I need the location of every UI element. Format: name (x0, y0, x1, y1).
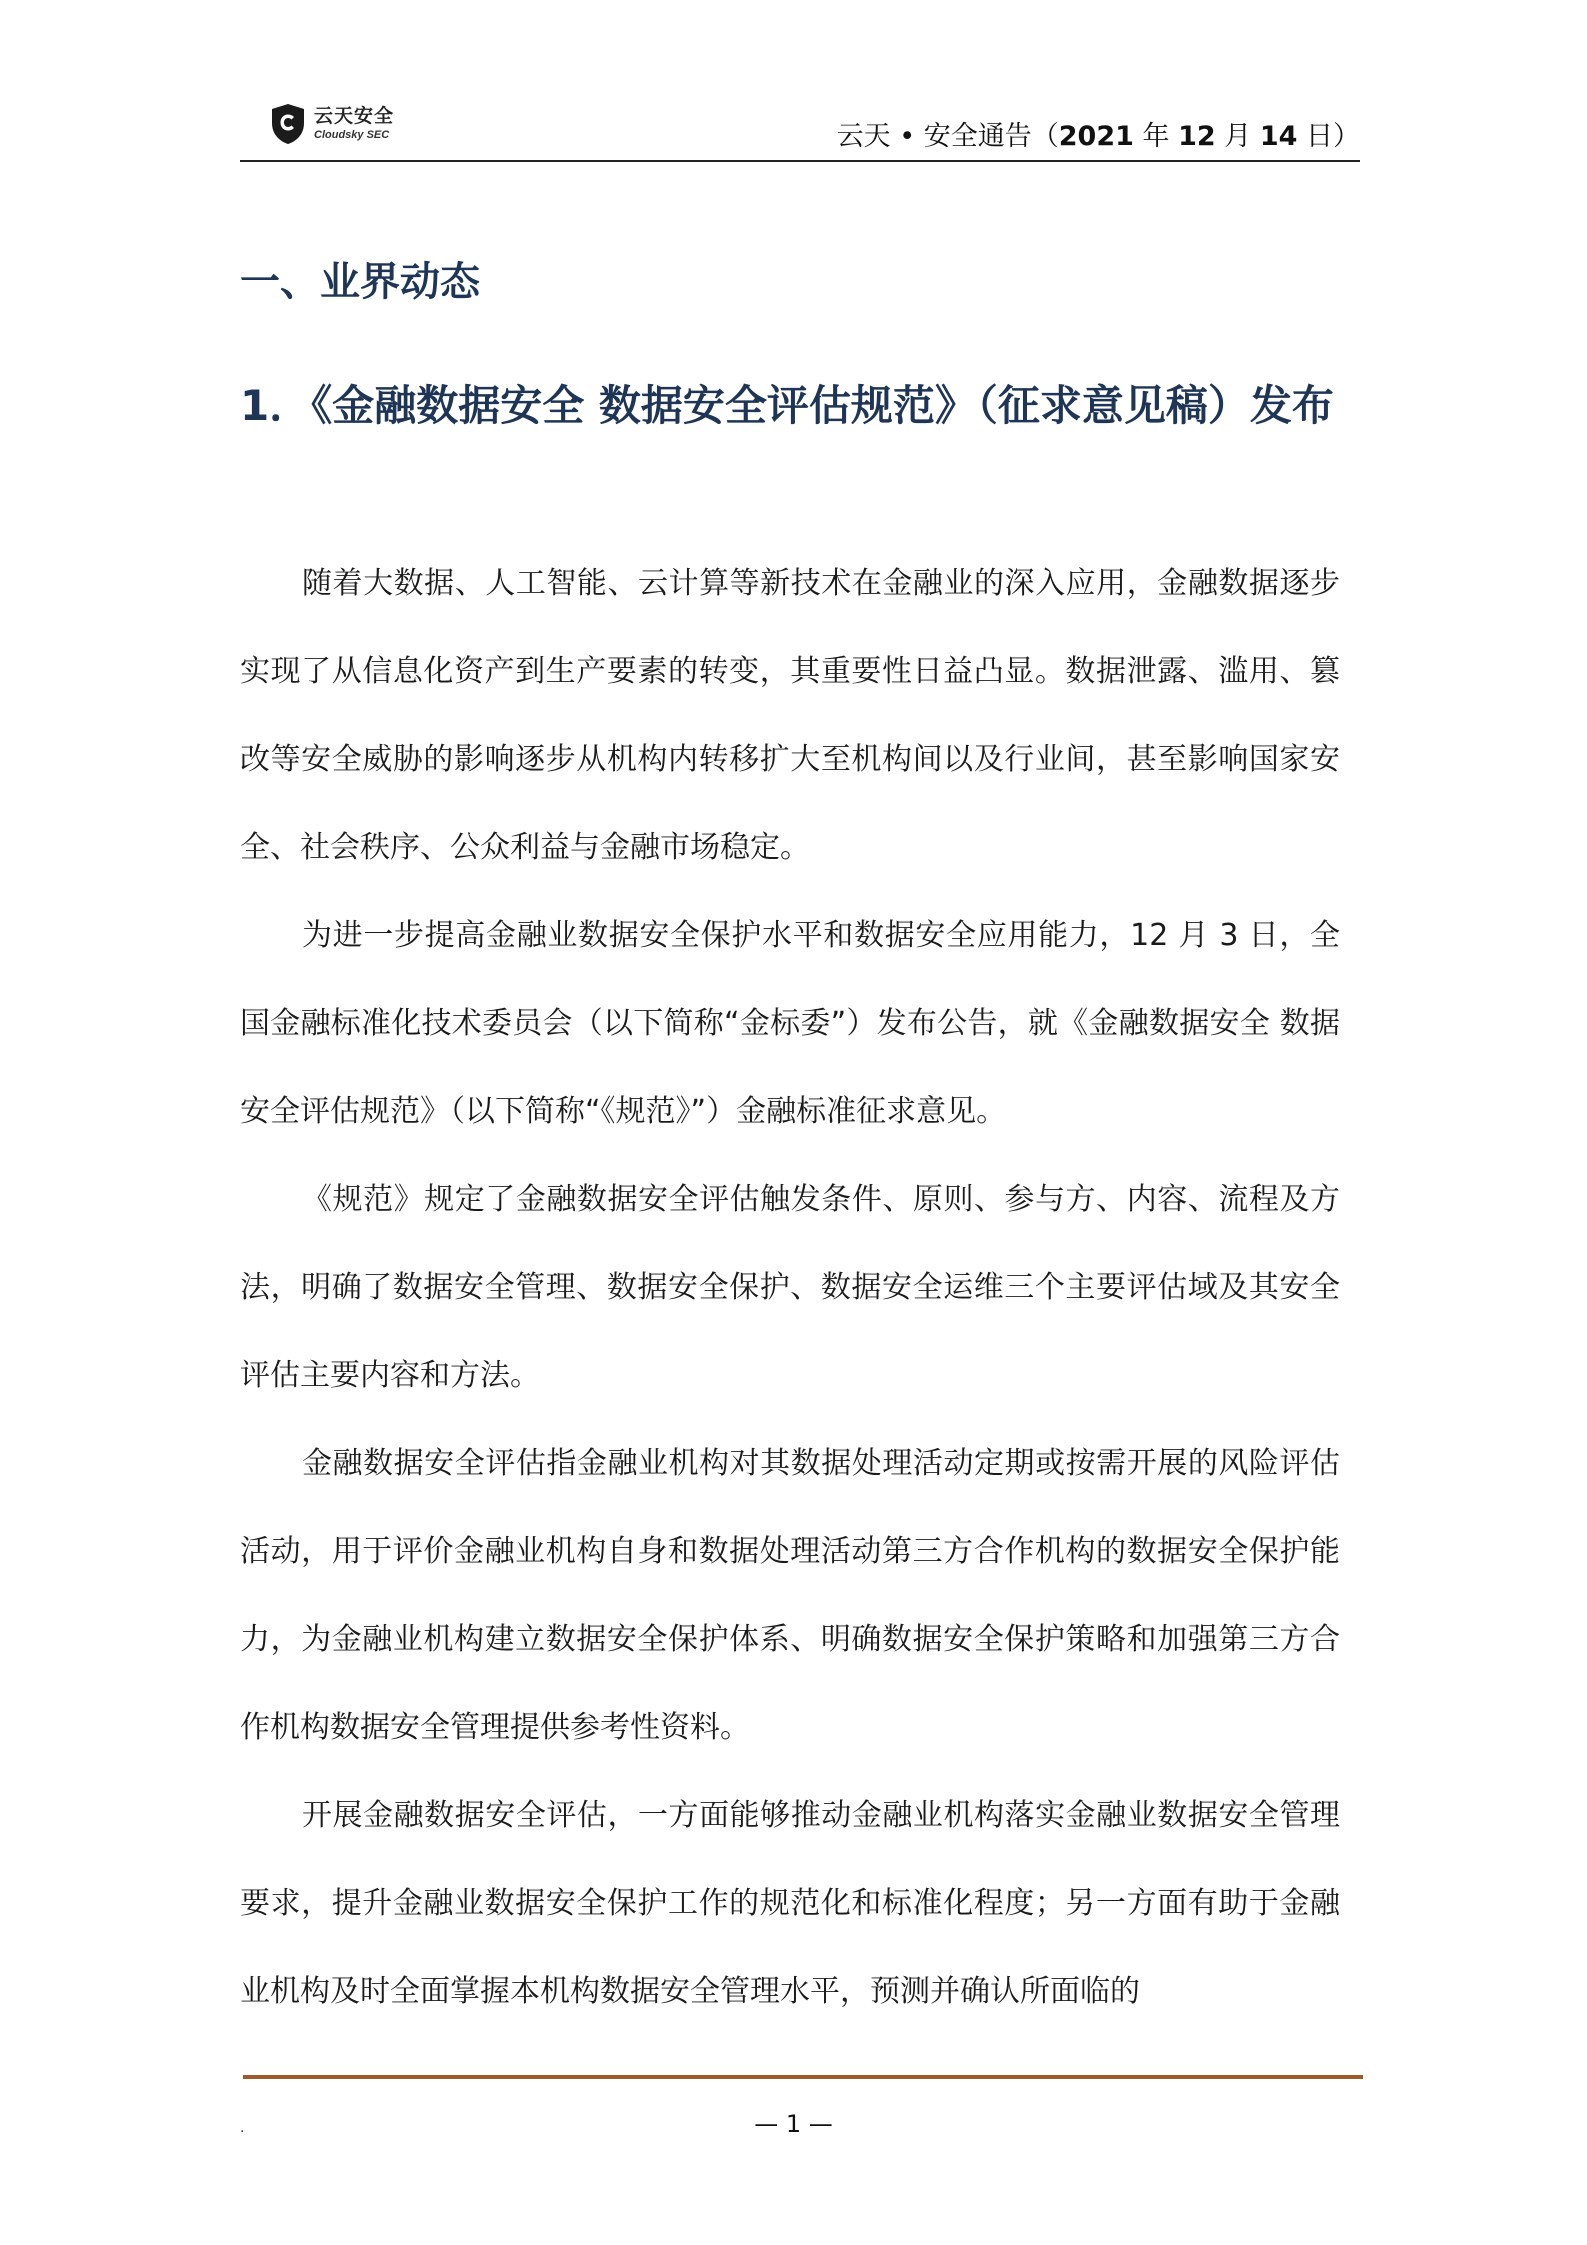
header-divider (240, 160, 1360, 162)
paragraph: 开展金融数据安全评估，一方面能够推动金融业机构落实金融业数据安全管理要求，提升金融业数据安全保护工作的规范化和标准化程度；另一方面有助于金融业机构及时全面掌握本机构数据安全管理水平，预测并确认所面临的 (240, 1798, 1340, 2009)
bulletin-year: 2021 (1058, 121, 1134, 152)
article-title-text: 1．《金融数据安全 数据安全评估规范》（征求意见稿）发布 (240, 381, 1334, 430)
page-header (240, 88, 1360, 160)
company-logo (270, 100, 394, 148)
paragraph: 金融数据安全评估指金融业机构对其数据处理活动定期或按需开展的风险评估活动，用于评价金融业机构自身和数据处理活动第三方合作机构的数据安全保护能力，为金融业机构建立数据安全保护体系、明确数据安全保护策略和加强第三方合作机构数据安全管理提供参考性资料。 (240, 1446, 1340, 1745)
paragraph: 《规范》规定了金融数据安全评估触发条件、原则、参与方、内容、流程及方法，明确了数据安全管理、数据安全保护、数据安全运维三个主要评估域及其安全评估主要内容和方法。 (240, 1182, 1340, 1393)
paragraph: 为进一步提高金融业数据安全保护水平和数据安全应用能力，12 月 3 日，全国金融标准化技术委员会（以下简称“金标委”）发布公告，就《金融数据安全 数据安全评估规范》（以下简称“《规范》”）金融标准征求意见。 (240, 918, 1340, 1129)
bulletin-day: 14 (1259, 121, 1298, 152)
section-heading: 一、业界动态 (240, 259, 480, 305)
footer-divider (243, 2075, 1363, 2079)
logo-name-cn: 云天安全 (314, 105, 395, 127)
bulletin-month: 12 (1178, 121, 1216, 152)
day-unit: 日） (1297, 121, 1360, 152)
shield-logo-icon (270, 103, 306, 145)
article-title (185, 362, 1365, 450)
paragraph: 随着大数据、人工智能、云计算等新技术在金融业的深入应用，金融数据逐步实现了从信息化资产到生产要素的转变，其重要性日益凸显。数据泄露、滥用、篡改等安全威胁的影响逐步从机构内转移扩大至机构间以及行业间，甚至影响国家安全、社会秩序、公众利益与金融市场稳定。 (240, 566, 1340, 865)
article-body (240, 540, 1340, 2036)
page-number: — 1 — (754, 2110, 833, 2138)
year-unit: 年 (1133, 121, 1179, 152)
footer-mark: . (240, 2120, 245, 2136)
bulletin-title-prefix: 云天 • 安全通告（ (836, 121, 1059, 152)
month-unit: 月 (1215, 121, 1260, 152)
bulletin-date-title (837, 114, 1360, 153)
logo-name-en: Cloudsky SEC (314, 129, 390, 141)
